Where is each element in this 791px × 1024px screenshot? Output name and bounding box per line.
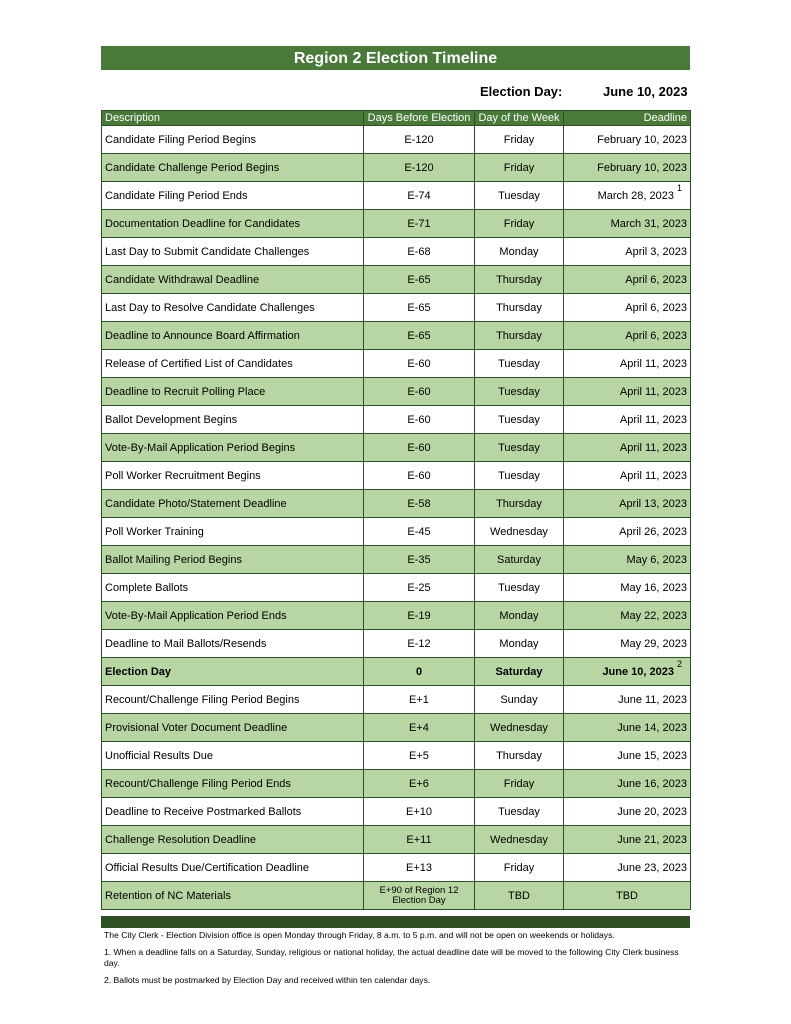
cell-days-before-text: E-25 bbox=[407, 581, 431, 594]
cell-description bbox=[102, 658, 364, 686]
cell-days-before-text: E+6 bbox=[409, 777, 429, 790]
cell-deadline-text: June 14, 2023 bbox=[617, 721, 687, 734]
table-row bbox=[102, 518, 691, 546]
cell-deadline bbox=[564, 882, 691, 910]
cell-days-before bbox=[364, 770, 475, 798]
table-row bbox=[102, 154, 691, 182]
election-day-label: Election Day: bbox=[480, 84, 563, 99]
cell-deadline-text: May 22, 2023 bbox=[620, 609, 687, 622]
footnote-marker: 1 bbox=[676, 183, 682, 193]
table-row bbox=[102, 434, 691, 462]
cell-description-text: Poll Worker Recruitment Begins bbox=[105, 469, 261, 482]
table-row bbox=[102, 630, 691, 658]
cell-days-before bbox=[364, 546, 475, 574]
cell-day-of-week bbox=[475, 686, 564, 714]
cell-day-of-week-text: Tuesday bbox=[498, 385, 540, 398]
cell-day-of-week bbox=[475, 602, 564, 630]
cell-deadline bbox=[564, 602, 691, 630]
cell-days-before-text: E-19 bbox=[407, 609, 431, 622]
cell-deadline-text: June 11, 2023 bbox=[618, 693, 687, 706]
cell-deadline-text: June 16, 2023 bbox=[617, 777, 687, 790]
cell-day-of-week bbox=[475, 798, 564, 826]
election-day-value: June 10, 2023 bbox=[603, 84, 688, 99]
cell-description-text: Candidate Photo/Statement Deadline bbox=[105, 497, 287, 510]
note-2: 2. Ballots must be postmarked by Election Day and received within ten calendar days. bbox=[104, 975, 431, 985]
cell-days-before bbox=[364, 210, 475, 238]
cell-description bbox=[102, 854, 364, 882]
cell-days-before-text: E-65 bbox=[407, 329, 431, 342]
cell-deadline-text: April 11, 2023 bbox=[619, 413, 687, 426]
table-row bbox=[102, 238, 691, 266]
cell-day-of-week bbox=[475, 322, 564, 350]
cell-deadline-text: April 6, 2023 bbox=[625, 273, 687, 286]
cell-day-of-week bbox=[475, 826, 564, 854]
cell-description bbox=[102, 434, 364, 462]
cell-deadline bbox=[564, 434, 691, 462]
cell-deadline bbox=[564, 154, 691, 182]
cell-days-before-text: E-60 bbox=[407, 413, 431, 426]
table-row bbox=[102, 294, 691, 322]
cell-days-before-text: E+10 bbox=[406, 805, 432, 818]
cell-day-of-week-text: Tuesday bbox=[498, 581, 540, 594]
cell-days-before bbox=[364, 434, 475, 462]
cell-description-text: Poll Worker Training bbox=[105, 525, 204, 538]
cell-description-text: Candidate Challenge Period Begins bbox=[105, 161, 280, 174]
cell-description-text: Last Day to Submit Candidate Challenges bbox=[105, 245, 310, 258]
table-row bbox=[102, 798, 691, 826]
cell-days-before-text: 0 bbox=[415, 665, 423, 678]
cell-days-before bbox=[364, 462, 475, 490]
cell-day-of-week-text: Tuesday bbox=[498, 469, 540, 482]
cell-days-before bbox=[364, 294, 475, 322]
table-row bbox=[102, 854, 691, 882]
column-header-deadline: Deadline bbox=[564, 111, 691, 126]
cell-deadline-text: April 6, 2023 bbox=[625, 301, 687, 314]
cell-days-before-text: E-120 bbox=[404, 161, 434, 174]
cell-description bbox=[102, 210, 364, 238]
table-row bbox=[102, 742, 691, 770]
table-row bbox=[102, 462, 691, 490]
cell-deadline-text: June 23, 2023 bbox=[617, 861, 687, 874]
cell-description bbox=[102, 742, 364, 770]
cell-days-before-text: E-65 bbox=[407, 273, 431, 286]
cell-description bbox=[102, 630, 364, 658]
timeline-rows bbox=[102, 126, 691, 910]
cell-days-before bbox=[364, 238, 475, 266]
cell-days-before-text: E+11 bbox=[406, 833, 432, 846]
table-row bbox=[102, 602, 691, 630]
cell-days-before-text: E-120 bbox=[404, 133, 434, 146]
table-row bbox=[102, 378, 691, 406]
cell-description-text: Vote-By-Mail Application Period Ends bbox=[105, 609, 287, 622]
cell-deadline bbox=[564, 182, 691, 210]
cell-description bbox=[102, 770, 364, 798]
cell-deadline bbox=[564, 322, 691, 350]
table-row bbox=[102, 322, 691, 350]
cell-day-of-week bbox=[475, 462, 564, 490]
cell-day-of-week-text: Wednesday bbox=[490, 833, 548, 846]
cell-day-of-week bbox=[475, 406, 564, 434]
cell-description-text: Documentation Deadline for Candidates bbox=[105, 217, 301, 230]
page-title: Region 2 Election Timeline bbox=[101, 46, 690, 70]
footnotes bbox=[104, 930, 692, 992]
cell-deadline-text: February 10, 2023 bbox=[597, 133, 687, 146]
cell-days-before-text: E-65 bbox=[407, 301, 431, 314]
cell-description-text: Official Results Due/Certification Deadline bbox=[105, 861, 309, 874]
cell-deadline bbox=[564, 238, 691, 266]
cell-days-before-text: E+1 bbox=[409, 693, 429, 706]
cell-days-before bbox=[364, 826, 475, 854]
cell-deadline-text: April 11, 2023 bbox=[619, 469, 687, 482]
cell-days-before bbox=[364, 490, 475, 518]
table-row bbox=[102, 658, 691, 686]
cell-days-before-text: E-60 bbox=[407, 441, 431, 454]
cell-days-before bbox=[364, 266, 475, 294]
cell-days-before bbox=[364, 154, 475, 182]
cell-days-before bbox=[364, 658, 475, 686]
cell-deadline-text: April 3, 2023 bbox=[625, 245, 687, 258]
cell-deadline bbox=[564, 854, 691, 882]
cell-description bbox=[102, 602, 364, 630]
cell-days-before bbox=[364, 518, 475, 546]
cell-days-before bbox=[364, 882, 475, 910]
cell-deadline-text: March 28, 2023 bbox=[597, 189, 674, 202]
cell-day-of-week-text: Tuesday bbox=[498, 441, 540, 454]
cell-days-before bbox=[364, 630, 475, 658]
cell-description bbox=[102, 322, 364, 350]
cell-deadline bbox=[564, 266, 691, 294]
cell-days-before-text: E-74 bbox=[407, 189, 431, 202]
note-office-hours: The City Clerk - Election Division office is open Monday through Friday, 8 a.m. to 5 p.m. and will not be open on weekends or holidays. bbox=[104, 930, 615, 940]
table-row bbox=[102, 770, 691, 798]
cell-day-of-week-text: Friday bbox=[503, 861, 535, 874]
cell-day-of-week-text: TBD bbox=[508, 889, 530, 902]
cell-day-of-week bbox=[475, 350, 564, 378]
cell-days-before-text: E-60 bbox=[407, 385, 431, 398]
cell-description-text: Candidate Withdrawal Deadline bbox=[105, 273, 260, 286]
cell-days-before bbox=[364, 602, 475, 630]
footnote-marker: 2 bbox=[676, 659, 682, 669]
cell-days-before bbox=[364, 350, 475, 378]
cell-deadline bbox=[564, 574, 691, 602]
table-row bbox=[102, 490, 691, 518]
table-row bbox=[102, 882, 691, 910]
cell-deadline-text: June 20, 2023 bbox=[617, 805, 687, 818]
table-row bbox=[102, 350, 691, 378]
cell-description bbox=[102, 686, 364, 714]
cell-days-before-text: E-12 bbox=[407, 637, 431, 650]
cell-description bbox=[102, 378, 364, 406]
cell-day-of-week bbox=[475, 546, 564, 574]
cell-description-text: Deadline to Mail Ballots/Resends bbox=[105, 637, 267, 650]
cell-description-text: Challenge Resolution Deadline bbox=[105, 833, 257, 846]
cell-description-text: Deadline to Receive Postmarked Ballots bbox=[105, 805, 302, 818]
cell-description-text: Candidate Filing Period Ends bbox=[105, 189, 248, 202]
cell-deadline bbox=[564, 742, 691, 770]
cell-deadline-text: April 6, 2023 bbox=[625, 329, 687, 342]
cell-day-of-week bbox=[475, 210, 564, 238]
cell-description-text: Ballot Development Begins bbox=[105, 413, 238, 426]
cell-description-text: Release of Certified List of Candidates bbox=[105, 357, 293, 370]
cell-day-of-week bbox=[475, 574, 564, 602]
cell-days-before-text: E-71 bbox=[407, 217, 431, 230]
cell-day-of-week bbox=[475, 658, 564, 686]
cell-deadline-text: May 16, 2023 bbox=[620, 581, 687, 594]
cell-description-text: Recount/Challenge Filing Period Ends bbox=[105, 777, 291, 790]
cell-days-before bbox=[364, 686, 475, 714]
cell-day-of-week-text: Thursday bbox=[496, 273, 542, 286]
cell-day-of-week-text: Wednesday bbox=[490, 721, 548, 734]
cell-description-text: Provisional Voter Document Deadline bbox=[105, 721, 288, 734]
cell-day-of-week bbox=[475, 434, 564, 462]
cell-day-of-week bbox=[475, 266, 564, 294]
cell-days-before bbox=[364, 742, 475, 770]
cell-days-before-text: E-60 bbox=[407, 357, 431, 370]
cell-day-of-week-text: Friday bbox=[503, 777, 535, 790]
cell-description-text: Last Day to Resolve Candidate Challenges bbox=[105, 301, 315, 314]
cell-description bbox=[102, 518, 364, 546]
cell-deadline-text: May 29, 2023 bbox=[620, 637, 687, 650]
cell-deadline bbox=[564, 406, 691, 434]
cell-description bbox=[102, 182, 364, 210]
cell-description bbox=[102, 826, 364, 854]
cell-deadline-text: June 15, 2023 bbox=[617, 749, 687, 762]
cell-deadline-text: May 6, 2023 bbox=[626, 553, 687, 566]
cell-description bbox=[102, 154, 364, 182]
cell-deadline-text: April 11, 2023 bbox=[619, 357, 687, 370]
cell-description bbox=[102, 574, 364, 602]
cell-deadline bbox=[564, 294, 691, 322]
cell-day-of-week bbox=[475, 294, 564, 322]
column-header-description: Description bbox=[102, 111, 364, 126]
cell-days-before bbox=[364, 378, 475, 406]
cell-description-text: Retention of NC Materials bbox=[105, 889, 231, 902]
cell-day-of-week bbox=[475, 238, 564, 266]
cell-days-before bbox=[364, 854, 475, 882]
cell-deadline bbox=[564, 826, 691, 854]
column-header-day-of-week: Day of the Week bbox=[475, 111, 564, 126]
cell-description-text: Election Day bbox=[105, 665, 172, 678]
cell-day-of-week-text: Thursday bbox=[496, 497, 542, 510]
column-header-days-before: Days Before Election bbox=[364, 111, 475, 126]
table-row bbox=[102, 546, 691, 574]
cell-deadline bbox=[564, 210, 691, 238]
cell-deadline bbox=[564, 798, 691, 826]
cell-day-of-week bbox=[475, 854, 564, 882]
cell-deadline bbox=[564, 350, 691, 378]
table-row bbox=[102, 714, 691, 742]
cell-days-before bbox=[364, 574, 475, 602]
cell-deadline-text: June 10, 2023 bbox=[602, 665, 674, 678]
cell-deadline bbox=[564, 378, 691, 406]
cell-deadline bbox=[564, 714, 691, 742]
cell-day-of-week-text: Friday bbox=[503, 133, 535, 146]
cell-description bbox=[102, 238, 364, 266]
cell-description-text: Complete Ballots bbox=[105, 581, 189, 594]
cell-deadline-text: February 10, 2023 bbox=[597, 161, 687, 174]
cell-day-of-week-text: Saturday bbox=[496, 553, 542, 566]
table-header-row bbox=[102, 111, 691, 126]
cell-day-of-week-text: Tuesday bbox=[498, 357, 540, 370]
cell-days-before-text: E+5 bbox=[409, 749, 429, 762]
cell-day-of-week bbox=[475, 742, 564, 770]
cell-description bbox=[102, 294, 364, 322]
cell-day-of-week bbox=[475, 714, 564, 742]
cell-days-before-text: E-35 bbox=[407, 553, 431, 566]
cell-deadline-text: April 26, 2023 bbox=[619, 525, 687, 538]
cell-description bbox=[102, 490, 364, 518]
table-row bbox=[102, 406, 691, 434]
cell-deadline bbox=[564, 630, 691, 658]
cell-deadline-text: TBD bbox=[616, 889, 638, 902]
cell-days-before-text: E+90 of Region 12 Election Day bbox=[379, 884, 459, 906]
cell-day-of-week bbox=[475, 182, 564, 210]
cell-day-of-week-text: Tuesday bbox=[498, 189, 540, 202]
cell-day-of-week-text: Sunday bbox=[500, 693, 538, 706]
cell-day-of-week bbox=[475, 378, 564, 406]
cell-description-text: Ballot Mailing Period Begins bbox=[105, 553, 242, 566]
cell-description bbox=[102, 266, 364, 294]
cell-day-of-week-text: Tuesday bbox=[498, 413, 540, 426]
cell-deadline-text: April 11, 2023 bbox=[619, 385, 687, 398]
cell-deadline bbox=[564, 490, 691, 518]
cell-days-before-text: E+4 bbox=[409, 721, 429, 734]
cell-day-of-week-text: Tuesday bbox=[498, 805, 540, 818]
cell-day-of-week-text: Friday bbox=[503, 161, 535, 174]
cell-description bbox=[102, 882, 364, 910]
table-row bbox=[102, 126, 691, 154]
cell-description-text: Deadline to Announce Board Affirmation bbox=[105, 329, 300, 342]
cell-deadline-text: June 21, 2023 bbox=[617, 833, 687, 846]
cell-day-of-week-text: Thursday bbox=[496, 749, 542, 762]
cell-deadline bbox=[564, 126, 691, 154]
cell-description bbox=[102, 462, 364, 490]
cell-description-text: Recount/Challenge Filing Period Begins bbox=[105, 693, 300, 706]
table-row bbox=[102, 210, 691, 238]
cell-description-text: Vote-By-Mail Application Period Begins bbox=[105, 441, 296, 454]
cell-deadline bbox=[564, 462, 691, 490]
cell-day-of-week-text: Thursday bbox=[496, 329, 542, 342]
cell-day-of-week-text: Thursday bbox=[496, 301, 542, 314]
cell-days-before-text: E-58 bbox=[407, 497, 431, 510]
cell-description bbox=[102, 126, 364, 154]
cell-days-before bbox=[364, 714, 475, 742]
table-row bbox=[102, 686, 691, 714]
table-row bbox=[102, 574, 691, 602]
cell-days-before-text: E-60 bbox=[407, 469, 431, 482]
cell-days-before bbox=[364, 182, 475, 210]
cell-day-of-week bbox=[475, 490, 564, 518]
cell-day-of-week bbox=[475, 630, 564, 658]
cell-day-of-week-text: Friday bbox=[503, 217, 535, 230]
cell-description bbox=[102, 350, 364, 378]
cell-deadline bbox=[564, 770, 691, 798]
timeline-table bbox=[101, 110, 691, 910]
cell-deadline bbox=[564, 518, 691, 546]
cell-days-before-text: E+13 bbox=[406, 861, 432, 874]
table-row bbox=[102, 182, 691, 210]
cell-day-of-week-text: Wednesday bbox=[490, 525, 548, 538]
cell-deadline-text: March 31, 2023 bbox=[610, 217, 687, 230]
cell-description-text: Unofficial Results Due bbox=[105, 749, 214, 762]
cell-description bbox=[102, 546, 364, 574]
cell-description-text: Candidate Filing Period Begins bbox=[105, 133, 257, 146]
cell-day-of-week-text: Monday bbox=[499, 637, 539, 650]
cell-deadline-text: April 11, 2023 bbox=[619, 441, 687, 454]
cell-days-before-text: E-68 bbox=[407, 245, 431, 258]
cell-days-before bbox=[364, 322, 475, 350]
cell-description bbox=[102, 798, 364, 826]
table-footer-bar bbox=[101, 916, 690, 928]
cell-deadline bbox=[564, 658, 691, 686]
table-row bbox=[102, 266, 691, 294]
cell-description bbox=[102, 714, 364, 742]
cell-deadline-text: April 13, 2023 bbox=[619, 497, 687, 510]
table-row bbox=[102, 826, 691, 854]
cell-days-before bbox=[364, 798, 475, 826]
cell-day-of-week bbox=[475, 154, 564, 182]
cell-description-text: Deadline to Recruit Polling Place bbox=[105, 385, 266, 398]
cell-day-of-week-text: Monday bbox=[499, 609, 539, 622]
cell-day-of-week bbox=[475, 126, 564, 154]
cell-days-before bbox=[364, 126, 475, 154]
cell-deadline bbox=[564, 546, 691, 574]
cell-days-before bbox=[364, 406, 475, 434]
cell-days-before-text: E-45 bbox=[407, 525, 431, 538]
cell-day-of-week-text: Monday bbox=[499, 245, 539, 258]
cell-day-of-week bbox=[475, 518, 564, 546]
cell-day-of-week bbox=[475, 770, 564, 798]
cell-day-of-week-text: Saturday bbox=[495, 665, 543, 678]
note-1: 1. When a deadline falls on a Saturday, Sunday, religious or national holiday, the actual deadline date will be moved to the following City Clerk business day. bbox=[104, 947, 679, 968]
cell-description bbox=[102, 406, 364, 434]
cell-day-of-week bbox=[475, 882, 564, 910]
cell-deadline bbox=[564, 686, 691, 714]
